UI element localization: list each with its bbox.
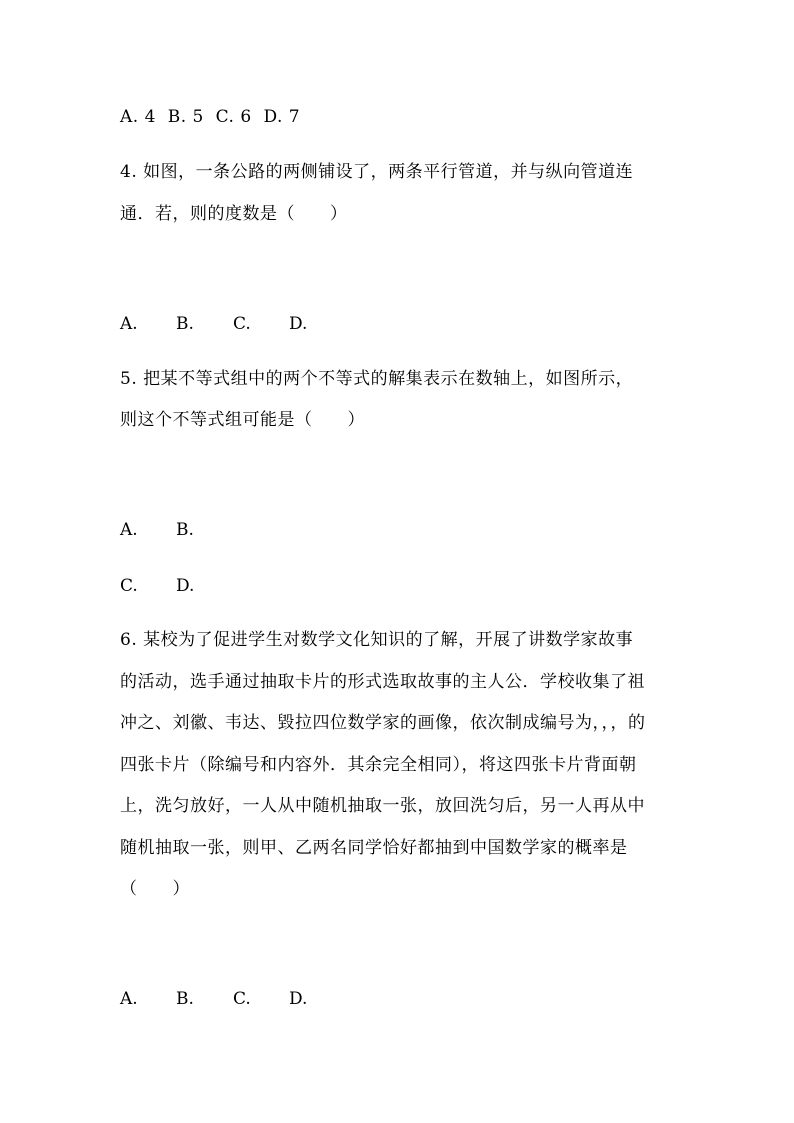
q5-option-d: D. (176, 576, 195, 596)
q6-option-a: A. (120, 989, 138, 1009)
q6-option-b: B. (176, 989, 194, 1009)
q5-option-b: B. (176, 520, 194, 540)
q6-stem-line-6: 随机抽取一张，则甲、乙两名同学恰好都抽到中国数学家的概率是 (120, 838, 628, 858)
q5-option-a: A. (120, 520, 138, 540)
q4-option-c: C. (233, 314, 251, 334)
q5-option-c: C. (120, 576, 138, 596)
q4-option-d: D. (289, 314, 308, 334)
q6-stem-line-2: 的活动，选手通过抽取卡片的形式选取故事的主人公．学校收集了祖 (120, 672, 645, 692)
q6-stem-line-7: （ ） (120, 879, 190, 899)
q6-stem-line-1: 6. 某校为了促进学生对数学文化知识的了解，开展了讲数学家故事 (120, 630, 634, 650)
q4-stem-line-2: 通．若，则的度数是（ ） (120, 204, 348, 224)
q4-stem-line-1: 4. 如图，一条公路的两侧铺设了，两条平行管道，并与纵向管道连 (120, 162, 634, 182)
q6-stem-line-3: 冲之、刘徽、韦达、毀拉四位数学家的画像，依次制成编号为，，，的 (120, 713, 646, 733)
q5-stem-line-1: 5. 把某不等式组中的两个不等式的解集表示在数轴上，如图所示， (120, 369, 634, 389)
q4-option-a: A. (120, 314, 138, 334)
q6-stem-line-5: 上，洗匀放好，一人从中随机抽取一张，放回洗匀后，另一人再从中 (120, 796, 645, 816)
q6-option-c: C. (233, 989, 251, 1009)
q6-option-d: D. (289, 989, 308, 1009)
q4-option-b: B. (176, 314, 194, 334)
q6-stem-line-4: 四张卡片（除编号和内容外．其余完全相同），将这四张卡片背面朝 (120, 755, 637, 775)
q3-options: A. 4 B. 5 C. 6 D. 7 (120, 107, 301, 127)
q5-stem-line-2: 则这个不等式组可能是（ ） (120, 410, 365, 430)
